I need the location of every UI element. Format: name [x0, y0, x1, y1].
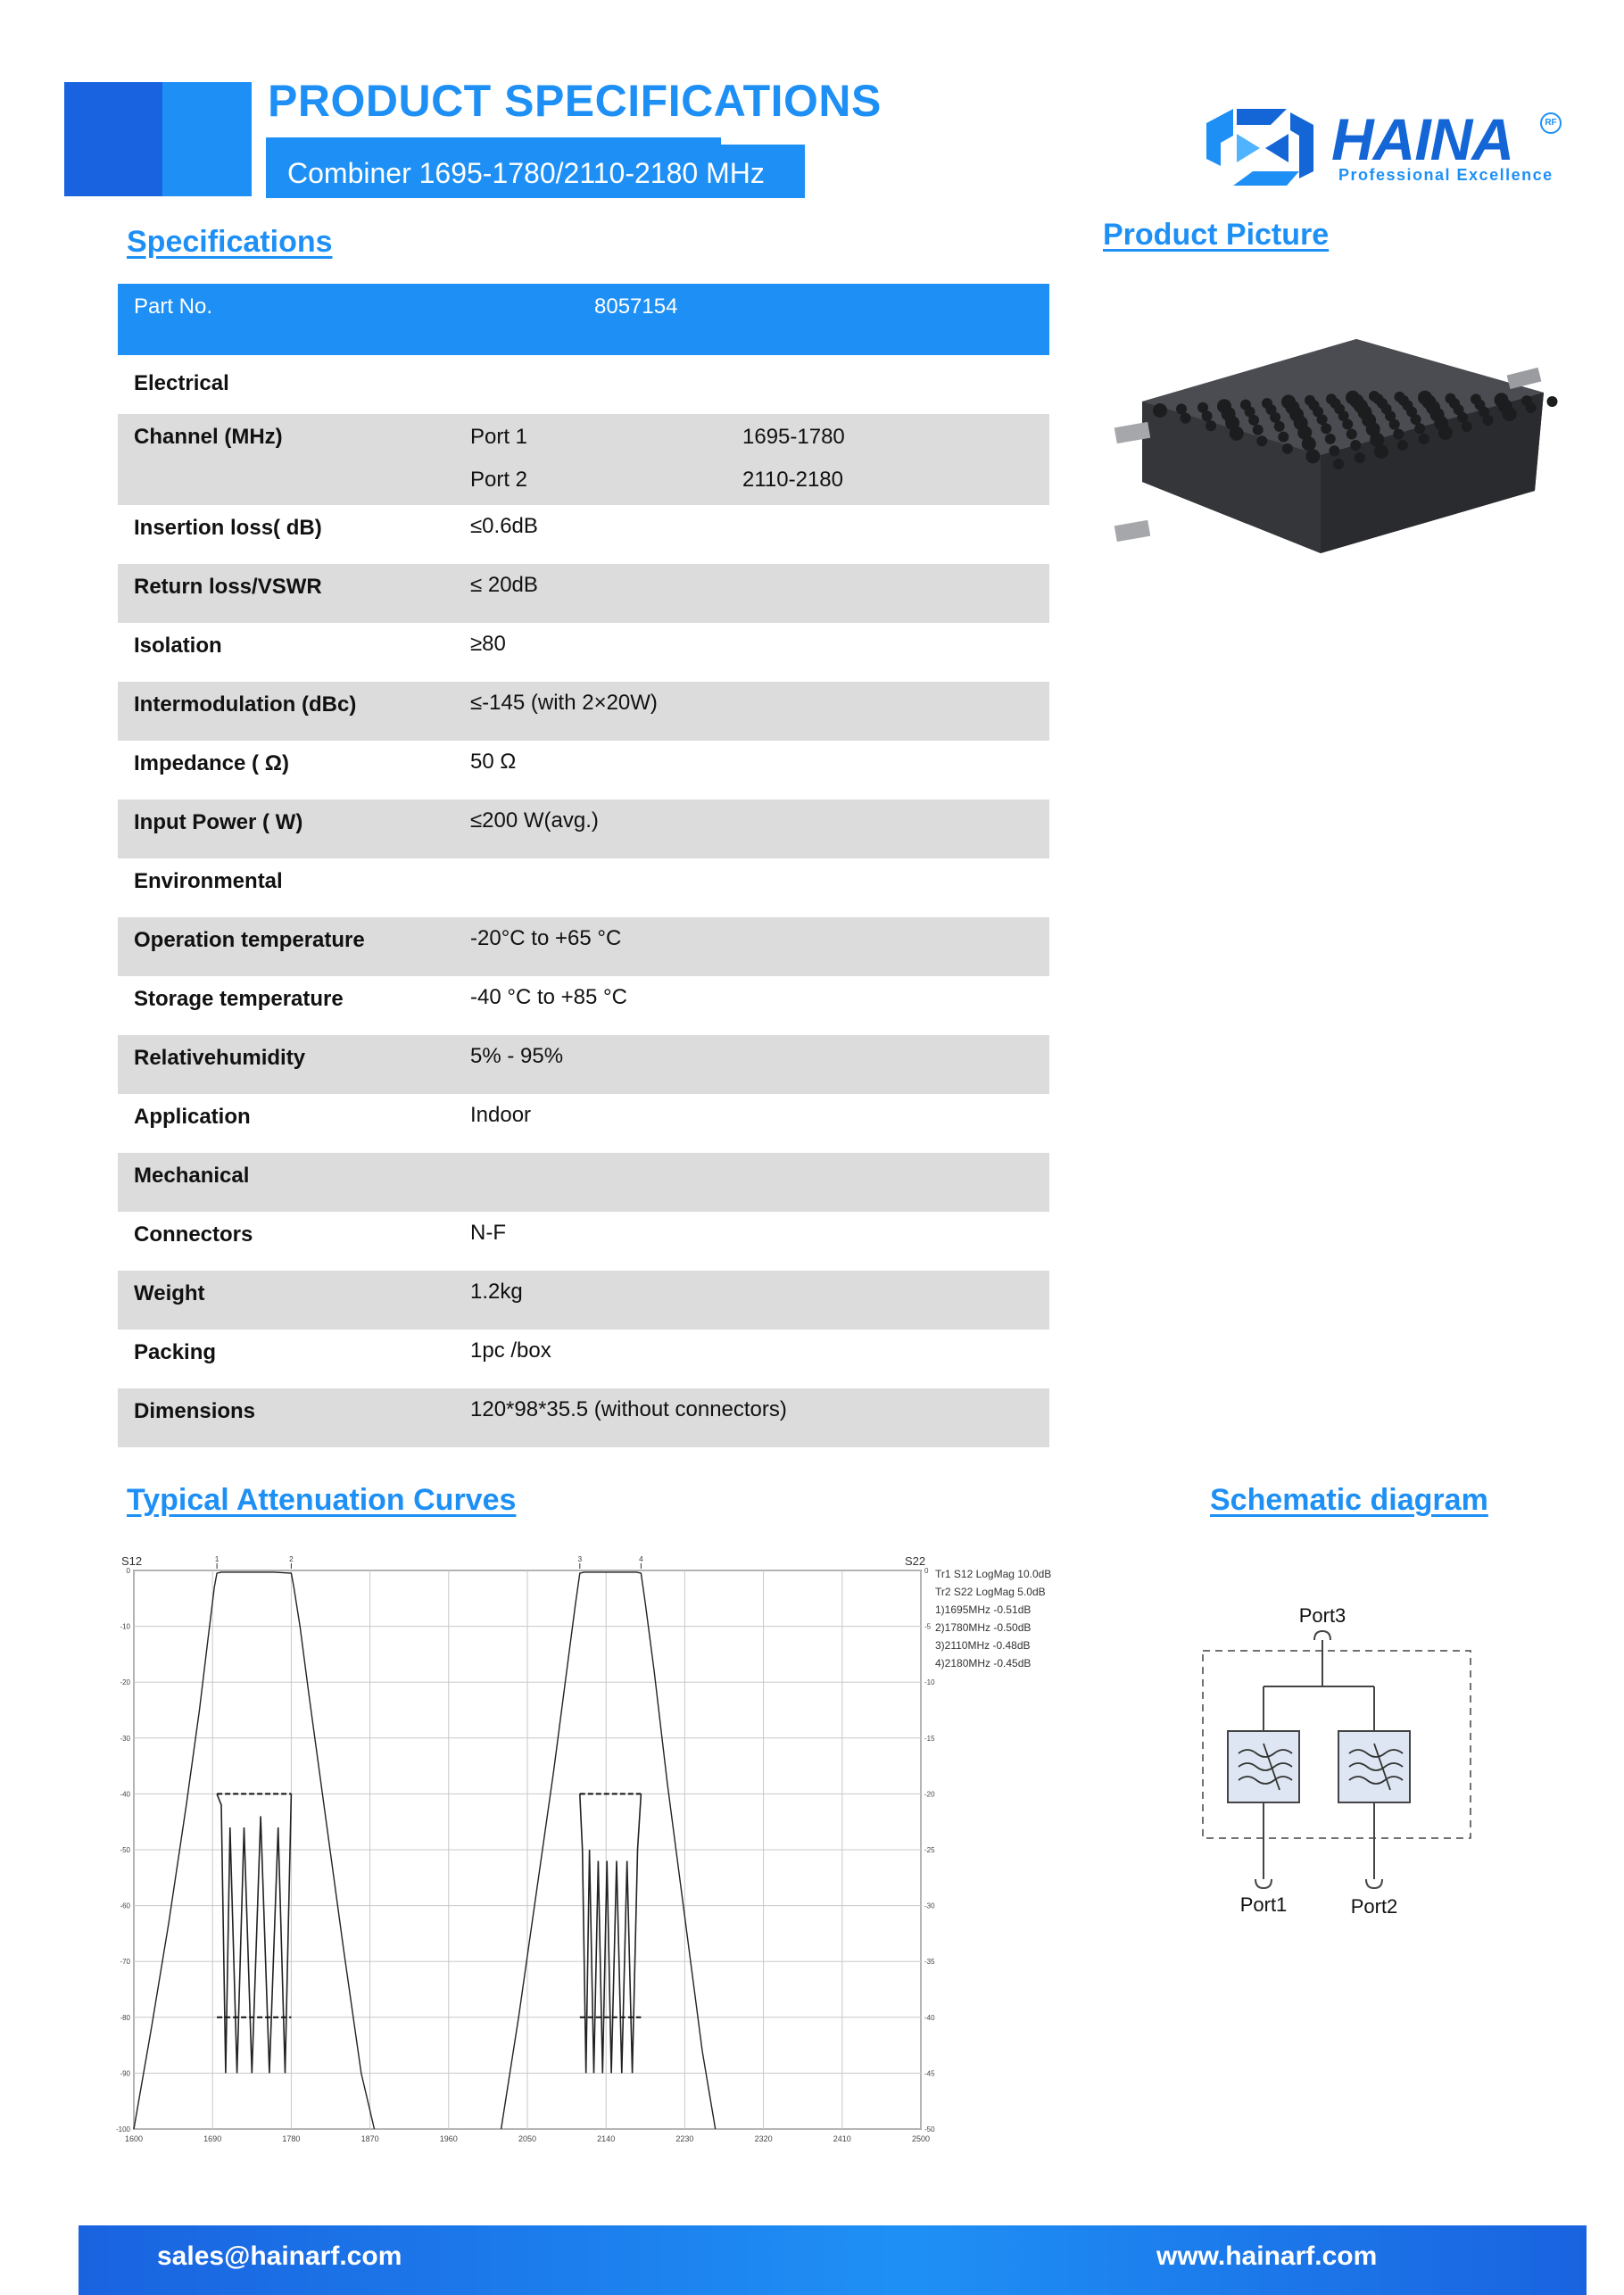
- header-accent-block-light: [162, 82, 252, 196]
- tuning-screw: [1333, 459, 1344, 469]
- left-tick-label: -60: [120, 1901, 130, 1910]
- port2-label: Port2: [1350, 1895, 1398, 1918]
- spec-group-label: Electrical: [134, 371, 229, 395]
- filter-2-icon: [1338, 1731, 1410, 1802]
- tuning-screw: [1282, 443, 1293, 454]
- tuning-screw: [1253, 425, 1264, 435]
- footer-website-link[interactable]: www.hainarf.com: [1156, 2241, 1378, 2271]
- right-tick-label: -15: [924, 1734, 935, 1743]
- spec-label: Input Power ( W): [134, 810, 303, 834]
- right-tick-label: -25: [924, 1846, 935, 1854]
- spec-row-electrical: [118, 355, 1049, 414]
- right-tick-label: -5: [924, 1622, 932, 1631]
- filter-1-icon: [1228, 1731, 1299, 1802]
- spec-row: [118, 1035, 1049, 1094]
- spec-label: Impedance ( Ω): [134, 751, 289, 775]
- footer-email-link[interactable]: sales@hainarf.com: [157, 2241, 402, 2271]
- tuning-screw: [1181, 413, 1191, 424]
- spec-row: [118, 800, 1049, 858]
- spec-row: [118, 1271, 1049, 1330]
- tuning-screw: [1176, 403, 1187, 414]
- spec-label: Dimensions: [134, 1399, 256, 1423]
- tuning-screw: [1374, 444, 1388, 459]
- product-picture-heading: Product Picture: [1103, 218, 1330, 252]
- spec-group-label: Mechanical: [134, 1164, 250, 1188]
- tuning-screw: [1305, 449, 1320, 463]
- x-tick-label: 1870: [360, 2134, 379, 2143]
- tuning-screw: [1321, 423, 1331, 434]
- tuning-screw: [1397, 440, 1408, 451]
- spec-label: Return loss/VSWR: [134, 575, 322, 599]
- legend-entry: 4)2180MHz -0.45dB: [935, 1657, 1032, 1669]
- spec-label: Weight: [134, 1281, 205, 1305]
- attenuation-curves-heading: Typical Attenuation Curves: [127, 1483, 517, 1517]
- left-axis-label: S12: [121, 1554, 143, 1568]
- right-tick-label: -20: [924, 1790, 935, 1799]
- tuning-screw: [1325, 434, 1336, 444]
- spec-label: Storage temperature: [134, 987, 344, 1011]
- spec-row-mechanical: [118, 1153, 1049, 1212]
- spec-label: Relativehumidity: [134, 1046, 306, 1070]
- left-tick-label: -50: [120, 1846, 130, 1854]
- marker-label: 1: [214, 1555, 220, 1563]
- spec-group-label: Environmental: [134, 869, 283, 893]
- legend-entry: Tr2 S22 LogMag 5.0dB: [935, 1586, 1046, 1598]
- left-tick-label: -20: [120, 1678, 130, 1687]
- spec-value: 1.2kg: [470, 1280, 523, 1304]
- schematic-diagram: [1187, 1597, 1499, 1972]
- spec-value: Indoor: [470, 1103, 532, 1127]
- spec-label: Application: [134, 1105, 251, 1129]
- spec-row: [118, 1388, 1049, 1447]
- spec-row-channel: [118, 414, 1049, 505]
- spec-value-port1-band: 1695-1780: [742, 425, 845, 449]
- x-tick-label: 1690: [203, 2134, 222, 2143]
- right-tick-label: -40: [924, 2013, 935, 2022]
- right-tick-label: -30: [924, 1901, 935, 1910]
- tuning-screw: [1389, 419, 1400, 430]
- spec-value: 5% - 95%: [470, 1044, 564, 1068]
- spec-value: ≤-145 (with 2×20W): [470, 691, 658, 715]
- port3-connector-icon: [1314, 1631, 1330, 1640]
- spec-label: Intermodulation (dBc): [134, 692, 357, 717]
- left-tick-label: -30: [120, 1734, 130, 1743]
- spec-row-environmental: [118, 858, 1049, 917]
- spec-value: -20°C to +65 °C: [470, 926, 622, 950]
- tuning-screw: [1302, 436, 1316, 451]
- spec-row: [118, 1212, 1049, 1271]
- spec-label: Part No.: [134, 294, 213, 319]
- tuning-screw: [1414, 423, 1425, 434]
- brand-logo: [1206, 105, 1563, 195]
- spec-value: N-F: [470, 1221, 506, 1245]
- x-tick-label: 2050: [518, 2134, 537, 2143]
- marker-label: 4: [639, 1555, 643, 1563]
- tuning-screw: [1153, 403, 1167, 418]
- port2-connector-icon: [1366, 1879, 1382, 1888]
- port1-connector-icon: [1255, 1879, 1272, 1888]
- x-tick-label: 2140: [597, 2134, 616, 2143]
- spec-row: [118, 564, 1049, 623]
- tuning-screw: [1248, 415, 1259, 426]
- tuning-screw: [1278, 432, 1288, 443]
- spec-table: [118, 284, 1049, 1447]
- spec-value: 50 Ω: [470, 750, 517, 774]
- brand-tagline: Professional Excellence: [1338, 166, 1554, 184]
- tuning-screw: [1346, 429, 1357, 440]
- specifications-heading: Specifications: [127, 225, 333, 259]
- product-subtitle: Combiner 1695-1780/2110-2180 MHz: [287, 157, 765, 189]
- spec-label: Connectors: [134, 1222, 253, 1247]
- x-tick-label: 1600: [124, 2134, 144, 2143]
- left-tick-label: -80: [120, 2013, 130, 2022]
- left-tick-label: -90: [120, 2069, 130, 2078]
- left-tick-label: -10: [120, 1622, 130, 1631]
- port1-label: Port1: [1239, 1893, 1288, 1916]
- tuning-screw: [1256, 435, 1267, 446]
- spec-value-port1: Port 1: [470, 425, 528, 449]
- port3-label: Port3: [1298, 1604, 1346, 1627]
- legend-entry: 3)2110MHz -0.48dB: [935, 1639, 1031, 1652]
- tuning-screw: [1393, 429, 1404, 440]
- left-tick-label: -70: [120, 1958, 130, 1967]
- tuning-screw: [1483, 415, 1494, 426]
- x-tick-label: 2410: [833, 2134, 851, 2143]
- attenuation-chart: [115, 1545, 1064, 2152]
- spec-label: Operation temperature: [134, 928, 365, 952]
- spec-row: [118, 976, 1049, 1035]
- spec-value: 8057154: [594, 294, 678, 319]
- page-title: PRODUCT SPECIFICATIONS: [268, 76, 882, 126]
- tuning-screw: [1274, 421, 1285, 432]
- brand-name: HAINA: [1331, 106, 1513, 172]
- tuning-screw: [1355, 452, 1365, 463]
- spec-label: Isolation: [134, 634, 222, 658]
- x-tick-label: 1960: [439, 2134, 458, 2143]
- marker-label: 3: [577, 1555, 583, 1563]
- left-tick-label: -100: [115, 2125, 130, 2133]
- right-axis-label: S22: [905, 1554, 926, 1568]
- logo-emblem-icon: [1206, 109, 1317, 186]
- spec-row: [118, 623, 1049, 682]
- spec-label: Channel (MHz): [134, 425, 283, 449]
- tuning-screw: [1206, 420, 1216, 431]
- right-tick-label: -45: [924, 2069, 935, 2078]
- tuning-screw: [1202, 410, 1213, 421]
- tuning-screw: [1350, 440, 1361, 451]
- tuning-screw: [1411, 414, 1421, 425]
- spec-row-part-no: [118, 284, 1049, 355]
- spec-label: Packing: [134, 1340, 217, 1364]
- x-tick-label: 2320: [754, 2134, 773, 2143]
- spec-value: ≤0.6dB: [470, 514, 538, 538]
- legend-entry: Tr1 S12 LogMag 10.0dB: [935, 1568, 1052, 1580]
- schematic-heading: Schematic diagram: [1210, 1483, 1488, 1517]
- tuning-screw: [1462, 421, 1472, 432]
- tuning-screw: [1419, 434, 1429, 444]
- spec-value: ≥80: [470, 632, 506, 656]
- spec-row: [118, 917, 1049, 976]
- spec-value: -40 °C to +85 °C: [470, 985, 627, 1009]
- spec-value-port2-band: 2110-2180: [742, 468, 843, 492]
- spec-row: [118, 1094, 1049, 1153]
- left-tick-label: -40: [120, 1790, 130, 1799]
- right-tick-label: -50: [924, 2125, 935, 2133]
- spec-row: [118, 505, 1049, 564]
- product-photo: [1115, 339, 1562, 696]
- tuning-screw: [1503, 407, 1517, 421]
- legend-entry: 2)1780MHz -0.50dB: [935, 1621, 1032, 1634]
- tuning-screw: [1547, 396, 1558, 407]
- spec-value: 1pc /box: [470, 1338, 551, 1363]
- right-tick-label: -35: [924, 1958, 935, 1967]
- tuning-screw: [1438, 426, 1453, 440]
- right-tick-label: -10: [924, 1678, 935, 1687]
- spec-row: [118, 1330, 1049, 1388]
- left-tick-label: 0: [126, 1567, 130, 1575]
- tuning-screw: [1270, 412, 1280, 423]
- tuning-screw: [1230, 427, 1244, 441]
- footer-bar: [79, 2225, 1587, 2295]
- tuning-screw: [1526, 402, 1537, 413]
- tuning-screw: [1329, 445, 1339, 456]
- x-tick-label: 2500: [911, 2134, 931, 2143]
- spec-value: 120*98*35.5 (without connectors): [470, 1397, 787, 1421]
- x-tick-label: 2230: [675, 2134, 694, 2143]
- spec-value-port2: Port 2: [470, 468, 528, 492]
- spec-label: Insertion loss( dB): [134, 516, 322, 540]
- spec-row: [118, 682, 1049, 741]
- marker-label: 2: [289, 1555, 294, 1563]
- chart-legend: [935, 1568, 1051, 1669]
- header-accent-block: [64, 82, 162, 196]
- registered-mark: RF: [1540, 112, 1562, 134]
- tuning-screw: [1342, 419, 1353, 430]
- spec-value: ≤ 20dB: [470, 573, 538, 597]
- spec-row: [118, 741, 1049, 800]
- x-tick-label: 1780: [282, 2134, 301, 2143]
- right-tick-label: 0: [924, 1567, 929, 1575]
- spec-value: ≤200 W(avg.): [470, 808, 599, 833]
- legend-entry: 1)1695MHz -0.51dB: [935, 1603, 1032, 1616]
- tuning-screw: [1457, 412, 1468, 423]
